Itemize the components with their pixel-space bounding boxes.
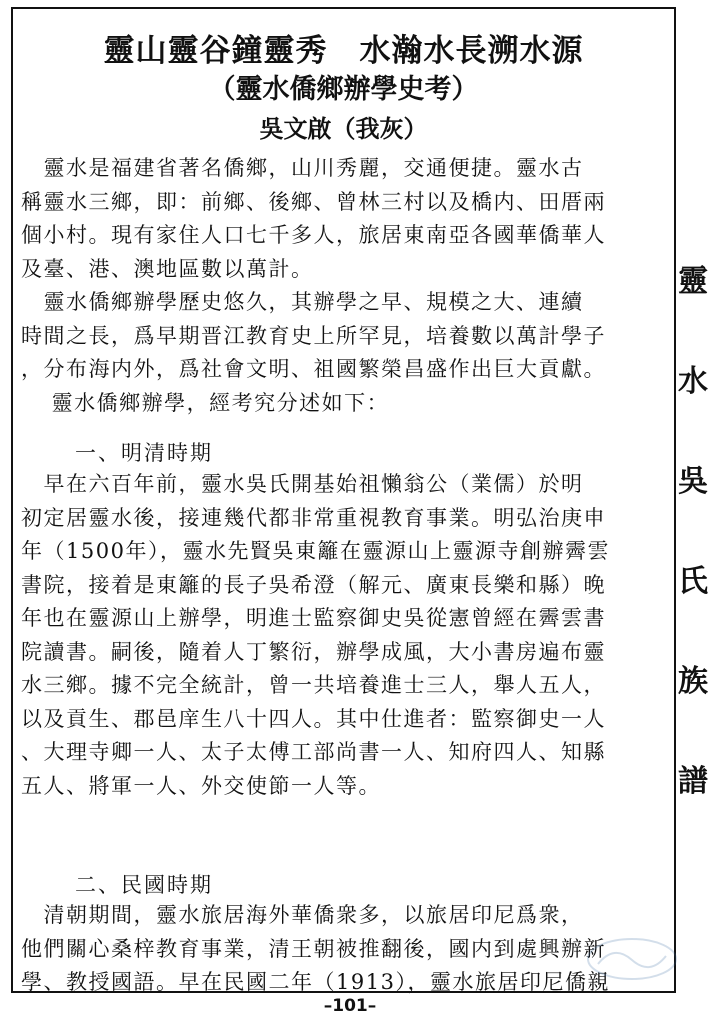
text-line: 年（1500年），靈水先賢吳東籬在靈源山上靈源寺創辦霽雲 [21,539,610,563]
section-heading-ming-qing: 一、明清時期 [75,441,213,465]
text-line: 稱靈水三鄉，即：前鄉、後鄉、曾林三村以及橋内、田厝兩 [21,189,606,214]
text-line: 及臺、港、澳地區數以萬計。 [21,256,314,281]
side-margin-title [678,232,708,832]
page-subtitle: （靈水僑鄉辦學史考） [208,74,479,105]
text-line: 學、教授國語。早在民國二年（1913），靈水旅居印尼僑親 [21,970,610,994]
section-ming-qing-body [21,468,669,803]
author-line: 吳文啟（我灰） [259,115,428,143]
side-char: 族 [678,664,708,699]
section-heading-republic: 二、民國時期 [75,873,213,897]
watermark-logo [584,934,680,984]
text-line: 個小村。現有家住人口七千多人，旅居東南亞各國華僑華人 [21,223,606,247]
text-line: 年也在靈源山上辦學，明進士監察御史吳從憲曾經在霽雲書 [21,606,606,630]
text-line: 靈水是福建省著名僑鄉，山川秀麗，交通便捷。靈水古 [21,156,584,180]
text-line: 水三鄉。據不完全統計，曾一共培養進士三人，舉人五人， [21,673,606,697]
text-line: 院讀書。嗣後，隨着人丁繁衍，辦學成風，大小書房遍布靈 [21,639,606,664]
text-line: 、大理寺卿一人、太子太傅工部尚書一人、知府四人、知縣 [21,740,606,764]
text-line: 初定居靈水後，接連幾代都非常重視教育事業。明弘治庚申 [21,505,606,530]
page-title: 靈山靈谷鐘靈秀 水瀚水長溯水源 [103,33,584,69]
side-char: 吳 [678,464,708,499]
text-line: 早在六百年前，靈水吳氏開基始祖懶翁公（業儒）於明 [21,472,584,496]
side-char: 氏 [678,564,708,599]
text-line: 他們關心桑梓教育事業，清王朝被推翻後，國内到處興辦新 [21,936,606,961]
text-line: 靈水僑鄉辦學歷史悠久，其辦學之早、規模之大、連續 [21,290,584,314]
side-char: 水 [678,364,708,399]
page-number: –101– [323,996,377,1016]
text-line: 書院，接着是東籬的長子吳希澄（解元、廣東長樂和縣）晚 [21,572,606,597]
text-line: 清朝期間，靈水旅居海外華僑衆多，以旅居印尼爲衆， [21,903,584,927]
side-char: 靈 [678,264,708,299]
intro-paragraphs [21,152,669,420]
text-line: 五人、將軍一人、外交使節一人等。 [21,773,381,798]
page-frame [11,7,676,993]
text-line: 靈水僑鄉辦學，經考究分述如下： [21,390,390,415]
section-republic-body [21,899,669,1000]
text-line: ，分布海内外，爲社會文明、祖國繁榮昌盛作出巨大貢獻。 [21,357,606,381]
side-char: 譜 [678,764,708,799]
text-line: 時間之長，爲早期晋江教育史上所罕見，培養數以萬計學子 [21,323,606,348]
text-line: 以及貢生、郡邑庠生八十四人。其中仕進者：監察御史一人 [21,706,606,731]
